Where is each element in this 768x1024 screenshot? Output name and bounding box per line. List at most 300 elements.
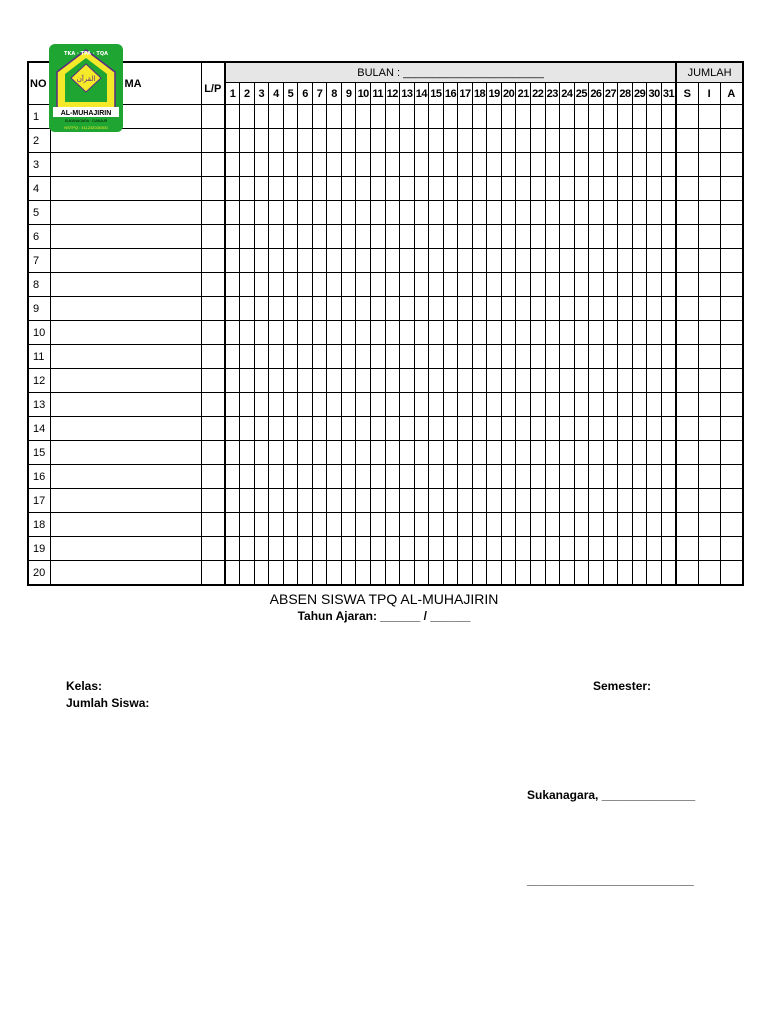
- attendance-cell[interactable]: [501, 393, 516, 417]
- attendance-cell[interactable]: [618, 561, 633, 586]
- attendance-cell[interactable]: [618, 249, 633, 273]
- attendance-cell[interactable]: [530, 273, 545, 297]
- attendance-cell[interactable]: [283, 513, 298, 537]
- lp-cell[interactable]: [201, 321, 225, 345]
- attendance-cell[interactable]: [414, 201, 429, 225]
- attendance-cell[interactable]: [560, 489, 575, 513]
- attendance-cell[interactable]: [647, 465, 662, 489]
- attendance-cell[interactable]: [240, 441, 255, 465]
- attendance-cell[interactable]: [327, 393, 342, 417]
- attendance-cell[interactable]: [574, 129, 589, 153]
- lp-cell[interactable]: [201, 513, 225, 537]
- attendance-cell[interactable]: [443, 513, 458, 537]
- name-cell[interactable]: [50, 393, 201, 417]
- attendance-cell[interactable]: [356, 489, 371, 513]
- attendance-cell[interactable]: [589, 273, 604, 297]
- attendance-cell[interactable]: [632, 321, 647, 345]
- attendance-cell[interactable]: [458, 489, 473, 513]
- attendance-cell[interactable]: [589, 105, 604, 129]
- attendance-cell[interactable]: [312, 177, 327, 201]
- attendance-cell[interactable]: [589, 537, 604, 561]
- attendance-cell[interactable]: [443, 297, 458, 321]
- attendance-cell[interactable]: [414, 513, 429, 537]
- total-cell[interactable]: [676, 345, 698, 369]
- attendance-cell[interactable]: [618, 129, 633, 153]
- attendance-cell[interactable]: [560, 177, 575, 201]
- lp-cell[interactable]: [201, 537, 225, 561]
- attendance-cell[interactable]: [560, 537, 575, 561]
- attendance-cell[interactable]: [269, 321, 284, 345]
- attendance-cell[interactable]: [254, 369, 269, 393]
- attendance-cell[interactable]: [298, 105, 313, 129]
- attendance-cell[interactable]: [385, 297, 400, 321]
- attendance-cell[interactable]: [472, 369, 487, 393]
- attendance-cell[interactable]: [254, 417, 269, 441]
- attendance-cell[interactable]: [589, 249, 604, 273]
- attendance-cell[interactable]: [283, 177, 298, 201]
- attendance-cell[interactable]: [356, 465, 371, 489]
- attendance-cell[interactable]: [385, 393, 400, 417]
- attendance-cell[interactable]: [429, 153, 444, 177]
- attendance-cell[interactable]: [225, 513, 240, 537]
- attendance-cell[interactable]: [400, 297, 415, 321]
- attendance-cell[interactable]: [370, 225, 385, 249]
- attendance-cell[interactable]: [269, 153, 284, 177]
- total-cell[interactable]: [698, 297, 720, 321]
- attendance-cell[interactable]: [240, 417, 255, 441]
- attendance-cell[interactable]: [603, 129, 618, 153]
- attendance-cell[interactable]: [356, 105, 371, 129]
- attendance-cell[interactable]: [443, 321, 458, 345]
- lp-cell[interactable]: [201, 105, 225, 129]
- attendance-cell[interactable]: [487, 153, 502, 177]
- attendance-cell[interactable]: [400, 273, 415, 297]
- attendance-cell[interactable]: [647, 489, 662, 513]
- attendance-cell[interactable]: [647, 297, 662, 321]
- attendance-cell[interactable]: [370, 129, 385, 153]
- attendance-cell[interactable]: [283, 369, 298, 393]
- attendance-cell[interactable]: [240, 225, 255, 249]
- attendance-cell[interactable]: [370, 105, 385, 129]
- attendance-cell[interactable]: [283, 417, 298, 441]
- attendance-cell[interactable]: [472, 249, 487, 273]
- attendance-cell[interactable]: [589, 489, 604, 513]
- attendance-cell[interactable]: [530, 177, 545, 201]
- total-cell[interactable]: [676, 201, 698, 225]
- attendance-cell[interactable]: [240, 129, 255, 153]
- attendance-cell[interactable]: [472, 129, 487, 153]
- attendance-cell[interactable]: [501, 417, 516, 441]
- attendance-cell[interactable]: [647, 537, 662, 561]
- attendance-cell[interactable]: [501, 297, 516, 321]
- attendance-cell[interactable]: [429, 249, 444, 273]
- total-cell[interactable]: [720, 465, 743, 489]
- attendance-cell[interactable]: [298, 345, 313, 369]
- attendance-cell[interactable]: [414, 273, 429, 297]
- attendance-cell[interactable]: [560, 201, 575, 225]
- attendance-cell[interactable]: [472, 345, 487, 369]
- attendance-cell[interactable]: [298, 441, 313, 465]
- attendance-cell[interactable]: [647, 441, 662, 465]
- attendance-cell[interactable]: [458, 537, 473, 561]
- attendance-cell[interactable]: [443, 129, 458, 153]
- attendance-cell[interactable]: [661, 225, 676, 249]
- attendance-cell[interactable]: [429, 441, 444, 465]
- attendance-cell[interactable]: [312, 441, 327, 465]
- attendance-cell[interactable]: [530, 345, 545, 369]
- attendance-cell[interactable]: [341, 249, 356, 273]
- attendance-cell[interactable]: [225, 273, 240, 297]
- attendance-cell[interactable]: [661, 201, 676, 225]
- attendance-cell[interactable]: [414, 177, 429, 201]
- attendance-cell[interactable]: [545, 225, 560, 249]
- attendance-cell[interactable]: [312, 105, 327, 129]
- attendance-cell[interactable]: [661, 129, 676, 153]
- attendance-cell[interactable]: [589, 225, 604, 249]
- attendance-cell[interactable]: [545, 489, 560, 513]
- attendance-cell[interactable]: [530, 393, 545, 417]
- total-cell[interactable]: [720, 297, 743, 321]
- attendance-cell[interactable]: [661, 441, 676, 465]
- attendance-cell[interactable]: [516, 441, 531, 465]
- attendance-cell[interactable]: [545, 297, 560, 321]
- name-cell[interactable]: [50, 417, 201, 441]
- attendance-cell[interactable]: [458, 513, 473, 537]
- name-cell[interactable]: [50, 225, 201, 249]
- attendance-cell[interactable]: [458, 129, 473, 153]
- attendance-cell[interactable]: [225, 441, 240, 465]
- attendance-cell[interactable]: [254, 177, 269, 201]
- attendance-cell[interactable]: [341, 129, 356, 153]
- attendance-cell[interactable]: [298, 177, 313, 201]
- attendance-cell[interactable]: [341, 177, 356, 201]
- attendance-cell[interactable]: [647, 369, 662, 393]
- attendance-cell[interactable]: [443, 393, 458, 417]
- attendance-cell[interactable]: [298, 153, 313, 177]
- attendance-cell[interactable]: [545, 561, 560, 586]
- total-cell[interactable]: [698, 225, 720, 249]
- attendance-cell[interactable]: [356, 201, 371, 225]
- attendance-cell[interactable]: [400, 417, 415, 441]
- attendance-cell[interactable]: [341, 273, 356, 297]
- attendance-cell[interactable]: [560, 153, 575, 177]
- attendance-cell[interactable]: [400, 537, 415, 561]
- attendance-cell[interactable]: [385, 489, 400, 513]
- total-cell[interactable]: [676, 537, 698, 561]
- attendance-cell[interactable]: [545, 345, 560, 369]
- attendance-cell[interactable]: [472, 201, 487, 225]
- attendance-cell[interactable]: [589, 561, 604, 586]
- attendance-cell[interactable]: [545, 393, 560, 417]
- attendance-cell[interactable]: [647, 129, 662, 153]
- attendance-cell[interactable]: [487, 273, 502, 297]
- lp-cell[interactable]: [201, 201, 225, 225]
- attendance-cell[interactable]: [327, 489, 342, 513]
- attendance-cell[interactable]: [327, 369, 342, 393]
- name-cell[interactable]: [50, 345, 201, 369]
- lp-cell[interactable]: [201, 225, 225, 249]
- attendance-cell[interactable]: [400, 561, 415, 586]
- attendance-cell[interactable]: [327, 321, 342, 345]
- attendance-cell[interactable]: [414, 441, 429, 465]
- attendance-cell[interactable]: [414, 249, 429, 273]
- attendance-cell[interactable]: [443, 201, 458, 225]
- attendance-cell[interactable]: [516, 297, 531, 321]
- attendance-cell[interactable]: [385, 417, 400, 441]
- attendance-cell[interactable]: [429, 369, 444, 393]
- attendance-cell[interactable]: [530, 417, 545, 441]
- attendance-cell[interactable]: [269, 249, 284, 273]
- attendance-cell[interactable]: [385, 561, 400, 586]
- attendance-cell[interactable]: [603, 393, 618, 417]
- attendance-cell[interactable]: [327, 513, 342, 537]
- attendance-cell[interactable]: [225, 393, 240, 417]
- attendance-cell[interactable]: [429, 537, 444, 561]
- attendance-cell[interactable]: [560, 441, 575, 465]
- total-cell[interactable]: [720, 489, 743, 513]
- attendance-cell[interactable]: [647, 417, 662, 441]
- lp-cell[interactable]: [201, 561, 225, 586]
- attendance-cell[interactable]: [516, 201, 531, 225]
- attendance-cell[interactable]: [618, 201, 633, 225]
- attendance-cell[interactable]: [225, 369, 240, 393]
- attendance-cell[interactable]: [312, 273, 327, 297]
- attendance-cell[interactable]: [356, 153, 371, 177]
- attendance-cell[interactable]: [341, 321, 356, 345]
- total-cell[interactable]: [698, 465, 720, 489]
- attendance-cell[interactable]: [240, 177, 255, 201]
- total-cell[interactable]: [698, 249, 720, 273]
- attendance-cell[interactable]: [530, 441, 545, 465]
- lp-cell[interactable]: [201, 177, 225, 201]
- attendance-cell[interactable]: [429, 561, 444, 586]
- attendance-cell[interactable]: [283, 537, 298, 561]
- attendance-cell[interactable]: [458, 417, 473, 441]
- attendance-cell[interactable]: [516, 417, 531, 441]
- attendance-cell[interactable]: [283, 489, 298, 513]
- attendance-cell[interactable]: [240, 105, 255, 129]
- name-cell[interactable]: [50, 177, 201, 201]
- attendance-cell[interactable]: [603, 465, 618, 489]
- attendance-cell[interactable]: [516, 513, 531, 537]
- attendance-cell[interactable]: [487, 129, 502, 153]
- attendance-cell[interactable]: [545, 441, 560, 465]
- attendance-cell[interactable]: [429, 129, 444, 153]
- attendance-cell[interactable]: [254, 561, 269, 586]
- attendance-cell[interactable]: [370, 537, 385, 561]
- attendance-cell[interactable]: [327, 225, 342, 249]
- attendance-cell[interactable]: [661, 465, 676, 489]
- lp-cell[interactable]: [201, 129, 225, 153]
- attendance-cell[interactable]: [589, 297, 604, 321]
- attendance-cell[interactable]: [269, 441, 284, 465]
- attendance-cell[interactable]: [501, 129, 516, 153]
- attendance-cell[interactable]: [443, 177, 458, 201]
- attendance-cell[interactable]: [589, 177, 604, 201]
- total-cell[interactable]: [720, 249, 743, 273]
- attendance-cell[interactable]: [501, 465, 516, 489]
- attendance-cell[interactable]: [618, 153, 633, 177]
- attendance-cell[interactable]: [530, 465, 545, 489]
- attendance-cell[interactable]: [240, 153, 255, 177]
- total-cell[interactable]: [676, 225, 698, 249]
- attendance-cell[interactable]: [400, 129, 415, 153]
- attendance-cell[interactable]: [312, 297, 327, 321]
- attendance-cell[interactable]: [618, 393, 633, 417]
- attendance-cell[interactable]: [400, 489, 415, 513]
- attendance-cell[interactable]: [356, 441, 371, 465]
- total-cell[interactable]: [698, 321, 720, 345]
- attendance-cell[interactable]: [225, 225, 240, 249]
- attendance-cell[interactable]: [400, 321, 415, 345]
- attendance-cell[interactable]: [647, 561, 662, 586]
- attendance-cell[interactable]: [574, 417, 589, 441]
- attendance-cell[interactable]: [356, 513, 371, 537]
- attendance-cell[interactable]: [545, 537, 560, 561]
- attendance-cell[interactable]: [283, 201, 298, 225]
- attendance-cell[interactable]: [356, 321, 371, 345]
- attendance-cell[interactable]: [283, 297, 298, 321]
- attendance-cell[interactable]: [574, 153, 589, 177]
- lp-cell[interactable]: [201, 249, 225, 273]
- attendance-cell[interactable]: [472, 561, 487, 586]
- attendance-cell[interactable]: [618, 321, 633, 345]
- attendance-cell[interactable]: [240, 465, 255, 489]
- attendance-cell[interactable]: [298, 273, 313, 297]
- total-cell[interactable]: [698, 489, 720, 513]
- attendance-cell[interactable]: [487, 105, 502, 129]
- attendance-cell[interactable]: [487, 177, 502, 201]
- attendance-cell[interactable]: [370, 273, 385, 297]
- attendance-cell[interactable]: [283, 345, 298, 369]
- attendance-cell[interactable]: [661, 513, 676, 537]
- attendance-cell[interactable]: [574, 177, 589, 201]
- attendance-cell[interactable]: [618, 345, 633, 369]
- attendance-cell[interactable]: [632, 201, 647, 225]
- attendance-cell[interactable]: [443, 417, 458, 441]
- lp-cell[interactable]: [201, 441, 225, 465]
- attendance-cell[interactable]: [312, 513, 327, 537]
- total-cell[interactable]: [720, 369, 743, 393]
- attendance-cell[interactable]: [240, 393, 255, 417]
- attendance-cell[interactable]: [501, 249, 516, 273]
- attendance-cell[interactable]: [560, 345, 575, 369]
- total-cell[interactable]: [698, 561, 720, 586]
- attendance-cell[interactable]: [618, 225, 633, 249]
- attendance-cell[interactable]: [298, 129, 313, 153]
- attendance-cell[interactable]: [501, 513, 516, 537]
- attendance-cell[interactable]: [632, 273, 647, 297]
- attendance-cell[interactable]: [560, 561, 575, 586]
- attendance-cell[interactable]: [516, 153, 531, 177]
- attendance-cell[interactable]: [327, 201, 342, 225]
- attendance-cell[interactable]: [327, 273, 342, 297]
- attendance-cell[interactable]: [443, 273, 458, 297]
- attendance-cell[interactable]: [603, 273, 618, 297]
- attendance-cell[interactable]: [574, 249, 589, 273]
- attendance-cell[interactable]: [458, 297, 473, 321]
- attendance-cell[interactable]: [400, 441, 415, 465]
- attendance-cell[interactable]: [356, 345, 371, 369]
- attendance-cell[interactable]: [487, 561, 502, 586]
- attendance-cell[interactable]: [516, 105, 531, 129]
- attendance-cell[interactable]: [327, 465, 342, 489]
- attendance-cell[interactable]: [472, 321, 487, 345]
- attendance-cell[interactable]: [400, 201, 415, 225]
- attendance-cell[interactable]: [487, 345, 502, 369]
- attendance-cell[interactable]: [312, 249, 327, 273]
- attendance-cell[interactable]: [269, 561, 284, 586]
- attendance-cell[interactable]: [574, 393, 589, 417]
- attendance-cell[interactable]: [400, 249, 415, 273]
- total-cell[interactable]: [698, 153, 720, 177]
- total-cell[interactable]: [720, 273, 743, 297]
- attendance-cell[interactable]: [647, 345, 662, 369]
- attendance-cell[interactable]: [356, 561, 371, 586]
- lp-cell[interactable]: [201, 369, 225, 393]
- attendance-cell[interactable]: [312, 417, 327, 441]
- attendance-cell[interactable]: [225, 561, 240, 586]
- attendance-cell[interactable]: [574, 369, 589, 393]
- attendance-cell[interactable]: [618, 537, 633, 561]
- attendance-cell[interactable]: [312, 153, 327, 177]
- attendance-cell[interactable]: [312, 369, 327, 393]
- attendance-cell[interactable]: [254, 489, 269, 513]
- attendance-cell[interactable]: [647, 105, 662, 129]
- attendance-cell[interactable]: [269, 417, 284, 441]
- attendance-cell[interactable]: [472, 225, 487, 249]
- attendance-cell[interactable]: [429, 393, 444, 417]
- attendance-cell[interactable]: [400, 153, 415, 177]
- lp-cell[interactable]: [201, 465, 225, 489]
- attendance-cell[interactable]: [414, 153, 429, 177]
- attendance-cell[interactable]: [530, 249, 545, 273]
- total-cell[interactable]: [698, 177, 720, 201]
- attendance-cell[interactable]: [341, 537, 356, 561]
- attendance-cell[interactable]: [370, 441, 385, 465]
- attendance-cell[interactable]: [225, 465, 240, 489]
- attendance-cell[interactable]: [458, 273, 473, 297]
- attendance-cell[interactable]: [560, 249, 575, 273]
- total-cell[interactable]: [676, 153, 698, 177]
- attendance-cell[interactable]: [341, 417, 356, 441]
- attendance-cell[interactable]: [240, 249, 255, 273]
- attendance-cell[interactable]: [298, 249, 313, 273]
- name-cell[interactable]: [50, 369, 201, 393]
- attendance-cell[interactable]: [603, 417, 618, 441]
- attendance-cell[interactable]: [661, 177, 676, 201]
- attendance-cell[interactable]: [603, 177, 618, 201]
- attendance-cell[interactable]: [283, 273, 298, 297]
- attendance-cell[interactable]: [443, 345, 458, 369]
- attendance-cell[interactable]: [254, 153, 269, 177]
- attendance-cell[interactable]: [618, 105, 633, 129]
- attendance-cell[interactable]: [458, 369, 473, 393]
- attendance-cell[interactable]: [603, 153, 618, 177]
- attendance-cell[interactable]: [472, 537, 487, 561]
- attendance-cell[interactable]: [516, 561, 531, 586]
- total-cell[interactable]: [698, 441, 720, 465]
- attendance-cell[interactable]: [632, 417, 647, 441]
- attendance-cell[interactable]: [370, 393, 385, 417]
- attendance-cell[interactable]: [400, 225, 415, 249]
- name-cell[interactable]: [50, 561, 201, 586]
- attendance-cell[interactable]: [341, 225, 356, 249]
- attendance-cell[interactable]: [443, 105, 458, 129]
- attendance-cell[interactable]: [254, 201, 269, 225]
- attendance-cell[interactable]: [647, 153, 662, 177]
- attendance-cell[interactable]: [545, 417, 560, 441]
